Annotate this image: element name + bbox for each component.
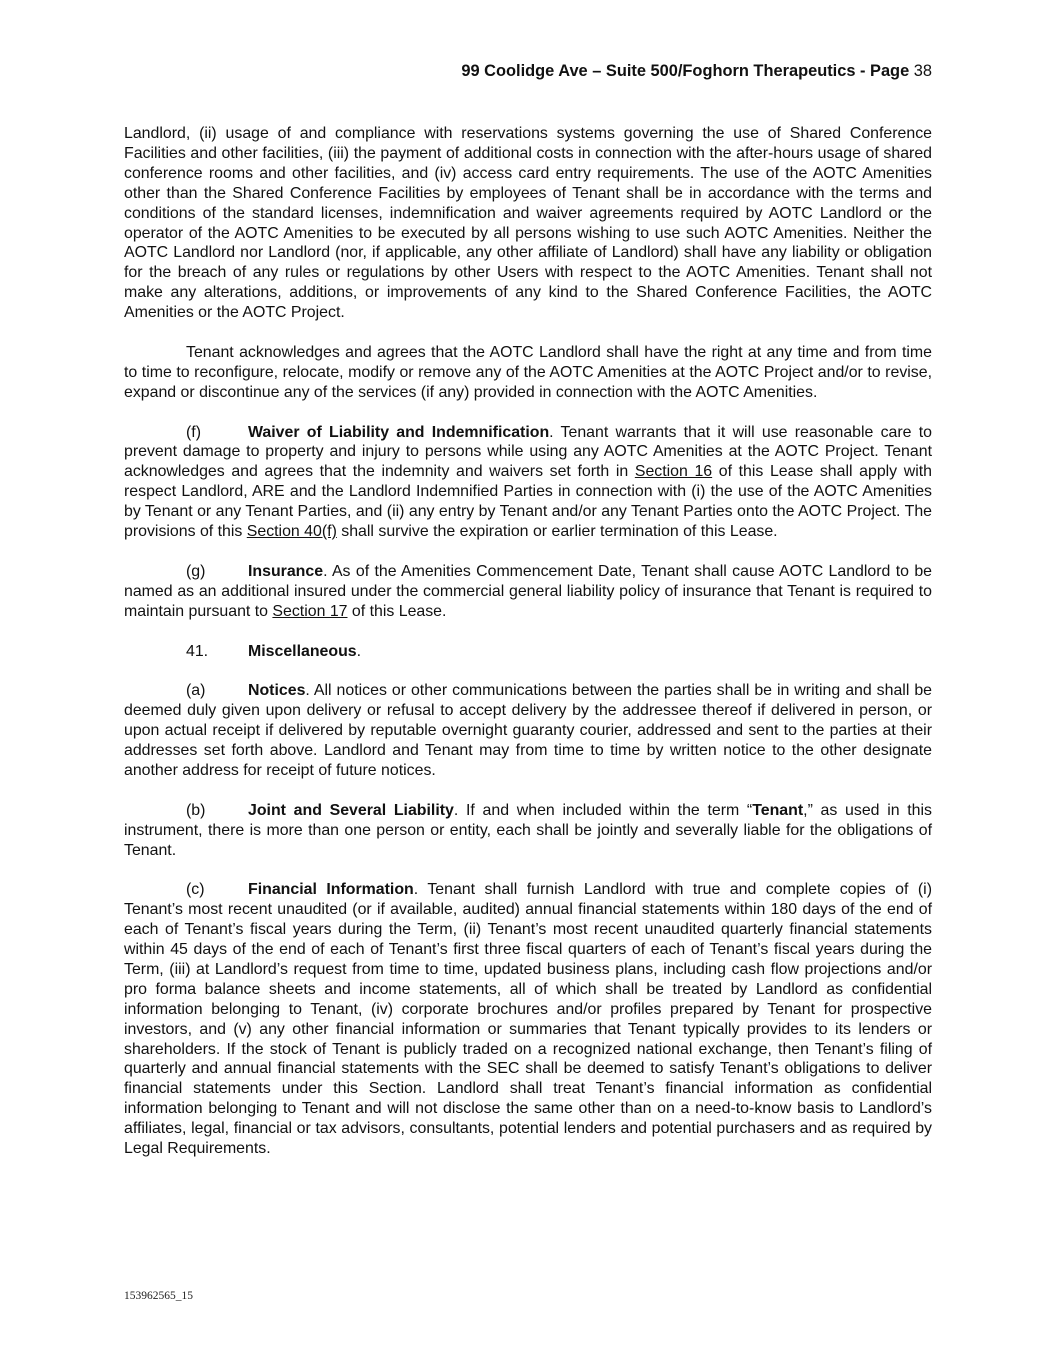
paragraph — [124, 124, 932, 323]
document-body — [124, 124, 932, 1179]
paragraph — [124, 681, 932, 781]
section-heading: Financial Information — [248, 881, 414, 899]
section-heading: Tenant — [752, 801, 804, 819]
page-number: 38 — [913, 62, 932, 80]
section-heading: Notices — [248, 682, 306, 700]
page-header — [461, 62, 932, 81]
paragraph-text: . — [356, 642, 362, 660]
section-heading: Insurance — [248, 562, 324, 580]
section-reference: Section 40(f) — [246, 523, 337, 541]
section-reference: Section 16 — [634, 463, 713, 481]
paragraph-text: ,” as used in this instrument, there is more than one person or entity, each shall be jointly and severally liable for the obligations of Tenant. — [124, 801, 932, 859]
section-label: (a) — [186, 682, 206, 700]
paragraph — [124, 801, 932, 861]
section-heading: Miscellaneous — [248, 642, 357, 660]
paragraph-text: . As of the Amenities Commencement Date, Tenant shall cause AOTC Landlord to be named as an additional insured under the commercial general liability policy of insurance that Tenant is required to maintain pursuant to — [124, 562, 932, 620]
paragraph-text: shall survive the expiration or earlier termination of this Lease. — [336, 523, 778, 541]
section-label: 41. — [186, 642, 209, 660]
footer-doc-id: 153962565_15 — [124, 1290, 193, 1302]
paragraph — [124, 880, 932, 1159]
paragraph-text: . If and when included within the term “ — [453, 801, 753, 819]
paragraph-text: of this Lease. — [347, 602, 447, 620]
section-label: (g) — [186, 562, 206, 580]
section-heading: Waiver of Liability and Indemnification — [248, 423, 550, 441]
paragraph-text: Tenant acknowledges and agrees that the AOTC Landlord shall have the right at any time and from time to time to reconfigure, relocate, modify or remove any of the AOTC Amenities at the AOTC Project and/or to revise, expand or discontinue any of the services (if any) provided in connection with the AOTC Amenities. — [124, 343, 932, 401]
paragraph-text: . All notices or other communications between the parties shall be in writing and shall be deemed duly given upon delivery or refusal to accept delivery by the addressee thereof if delivered in person, or upon actual receipt if delivered by reputable overnight guaranty courier, addressed and sent to the parties at their addresses set forth above. Landlord and Tenant may from time to time by written notice to the other designate another address for receipt of future notices. — [124, 682, 932, 779]
section-reference: Section 17 — [272, 602, 348, 620]
paragraph-text: Landlord, (ii) usage of and compliance with reservations systems governing the use of Shared Conference Facilities and other facilities, (iii) the payment of additional costs in connection with the after-hours usage of shared conference rooms and other facilities, and (iv) access card entry requirements. The use of the AOTC Amenities other than the Shared Conference Facilities by employees of Tenant shall be in accordance with the terms and conditions of the standard licenses, indemnification and waiver agreements required by AOTC Landlord or the operator of the AOTC Amenities to be executed by all persons wishing to use such AOTC Amenities. Neither the AOTC Landlord nor Landlord (nor, if applicable, any other affiliate of Landlord) shall have any liability or obligation for the breach of any rules or regulations by other Users with respect to the AOTC Amenities. Tenant shall not make any alterations, additions, or improvements of any kind to the Shared Conference Facilities, the AOTC Amenities or the AOTC Project. — [124, 125, 932, 322]
paragraph — [124, 642, 932, 662]
paragraph — [124, 343, 932, 403]
section-label: (b) — [186, 801, 206, 819]
paragraph — [124, 423, 932, 542]
header-title: 99 Coolidge Ave – Suite 500/Foghorn Therapeutics - Page — [461, 62, 910, 80]
section-label: (f) — [186, 423, 201, 441]
section-heading: Joint and Several Liability — [248, 801, 454, 819]
paragraph-text: . Tenant shall furnish Landlord with true and complete copies of (i) Tenant’s most recent unaudited (or if available, audited) annual financial statements within 180 days of the end of each of Tenant’s fiscal years during the Term, (ii) Tenant’s most recent unaudited quarterly financial statements within 45 days of the end of each of Tenant’s first three fiscal quarters of each of Tenant’s fiscal years during the Term, (iii) at Landlord’s request from time to time, updated business plans, including cash flow projections and/or pro forma balance sheets and income statements, all of which shall be treated by Landlord as confidential information belonging to Tenant, (iv) corporate brochures and/or profiles prepared by Tenant for prospective investors, and (v) any other financial information or summaries that Tenant typically provides to its lenders or shareholders. If the stock of Tenant is publicly traded on a recognized national exchange, then Tenant’s filing of quarterly and annual financial statements with the SEC shall be deemed to satisfy Tenant’s obligations to deliver financial statements under this Section. Landlord shall treat Tenant’s financial information as confidential information belonging to Tenant and will not disclose the same other than on a need-to-know basis to Landlord’s affiliates, legal, financial or tax advisors, consultants, potential lenders and potential purchasers and as required by Legal Requirements. — [124, 881, 932, 1158]
paragraph-text: . Tenant warrants that it will use reasonable care to prevent damage to property and injury to persons while using any AOTC Amenities at the AOTC Project. Tenant acknowledges and agrees that the indemnity and waivers set forth in — [124, 423, 932, 481]
section-label: (c) — [186, 881, 205, 899]
paragraph-text: of this Lease shall apply with respect Landlord, ARE and the Landlord Indemnified Parties in connection with (i) the use of the AOTC Amenities by Tenant or any Tenant Parties, and (ii) any entry by Tenant and/or any Tenant Parties onto the AOTC Project. The provisions of this — [124, 463, 932, 541]
paragraph — [124, 562, 932, 622]
